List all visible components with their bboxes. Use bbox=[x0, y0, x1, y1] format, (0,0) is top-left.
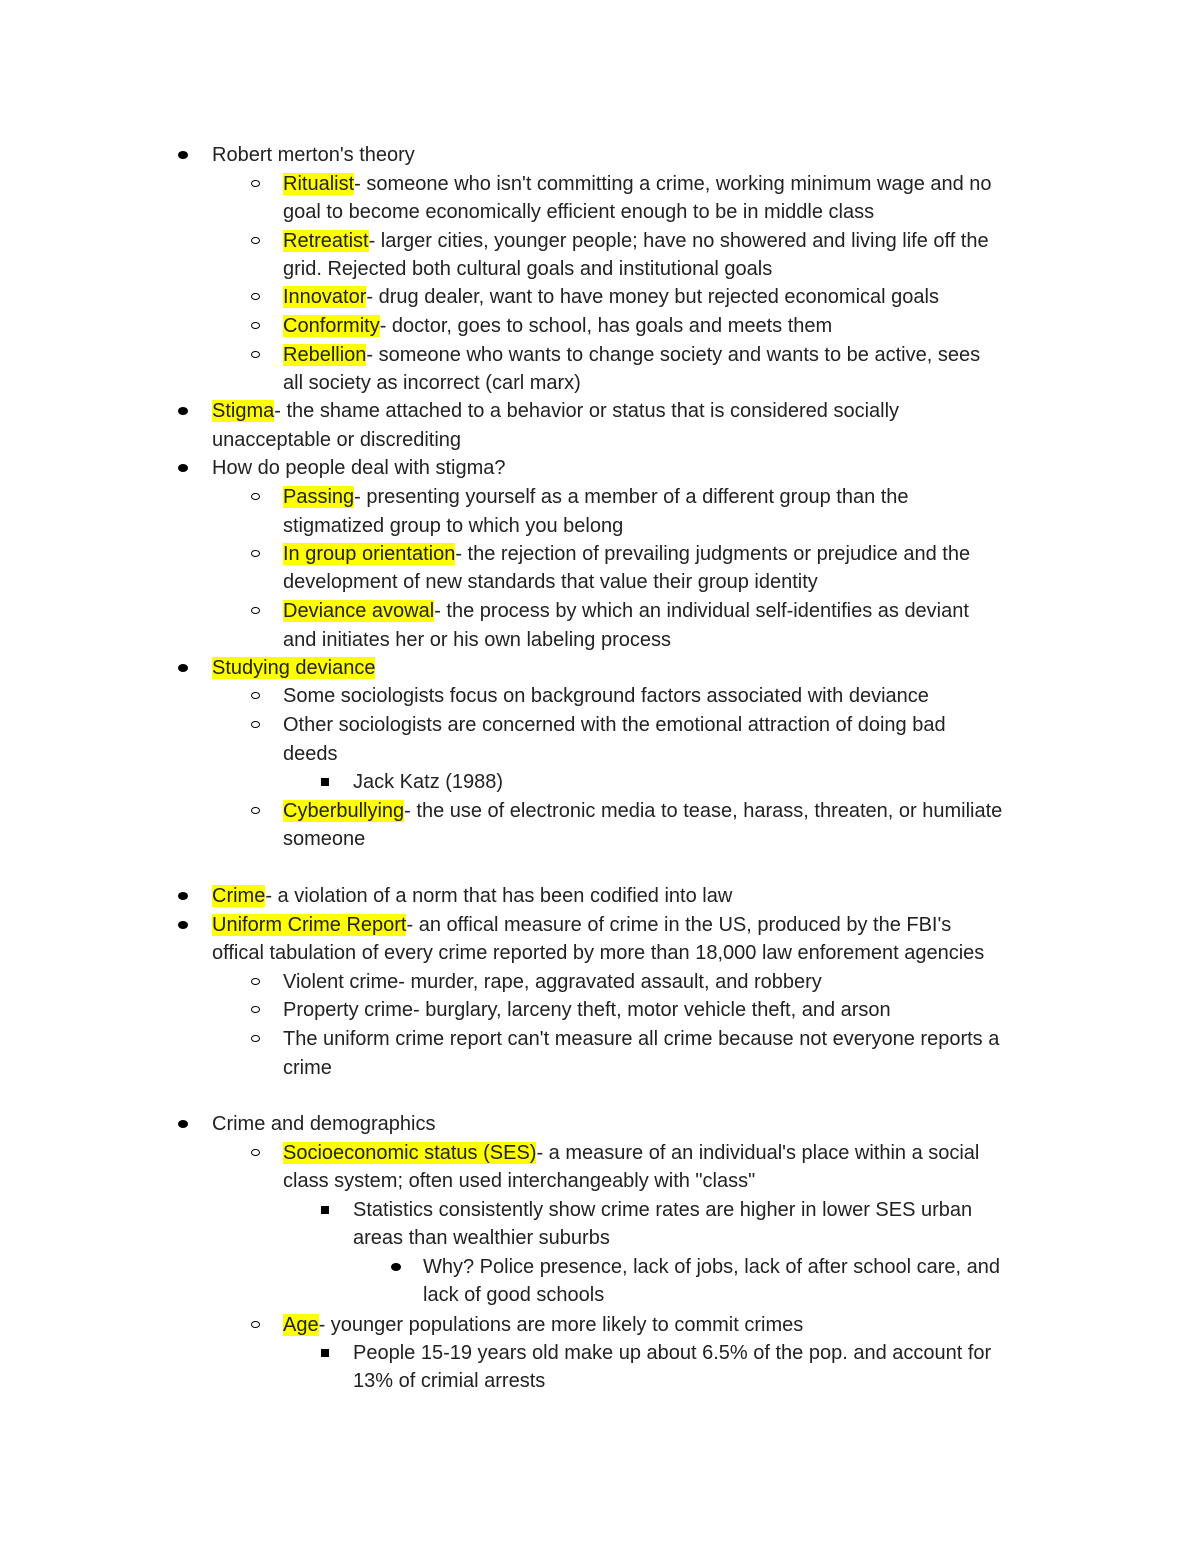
note-line bbox=[423, 1281, 604, 1309]
line-text: class system; often used interchangeably with "class" bbox=[283, 1170, 756, 1192]
line-text: - an offical measure of crime in the US, produced by the FBI's bbox=[406, 914, 952, 936]
line-text: 13% of crimial arrests bbox=[353, 1370, 546, 1392]
note-line bbox=[212, 1110, 435, 1138]
line-text: unacceptable or discrediting bbox=[212, 429, 462, 451]
line-text: areas than wealthier suburbs bbox=[353, 1227, 610, 1249]
line-text: The uniform crime report can't measure all crime because not everyone reports a bbox=[283, 1028, 1000, 1050]
line-text: goal to become economically efficient enough to be in middle class bbox=[283, 201, 875, 223]
note-line bbox=[283, 198, 874, 226]
line-text: - larger cities, younger people; have no showered and living life off the bbox=[368, 230, 989, 252]
note-line bbox=[212, 911, 951, 939]
highlighted-term: Rebellion bbox=[283, 344, 367, 366]
line-text: Crime and demographics bbox=[212, 1113, 436, 1135]
note-line bbox=[283, 1139, 979, 1167]
highlighted-term: Uniform Crime Report bbox=[212, 914, 407, 936]
line-text: and initiates her or his own labeling process bbox=[283, 629, 671, 651]
note-line bbox=[353, 1339, 991, 1367]
line-text: Other sociologists are concerned with the emotional attraction of doing bad bbox=[283, 714, 946, 736]
highlighted-term: Deviance avowal bbox=[283, 600, 435, 622]
note-line bbox=[283, 797, 1002, 825]
highlighted-term: Passing bbox=[283, 486, 355, 508]
note-line bbox=[283, 227, 989, 255]
line-text: Violent crime- murder, rape, aggravated assault, and robbery bbox=[283, 971, 822, 993]
note-line bbox=[283, 483, 909, 511]
line-text: Why? Police presence, lack of jobs, lack of after school care, and bbox=[423, 1256, 1000, 1278]
line-text: People 15-19 years old make up about 6.5% of the pop. and account for bbox=[353, 1342, 992, 1364]
note-line bbox=[353, 768, 503, 796]
note-line bbox=[283, 996, 891, 1024]
line-text: - drug dealer, want to have money but rejected economical goals bbox=[366, 286, 939, 308]
note-line bbox=[212, 654, 375, 682]
line-text: Statistics consistently show crime rates are higher in lower SES urban bbox=[353, 1199, 973, 1221]
line-text: someone bbox=[283, 828, 366, 850]
highlighted-term: Age bbox=[283, 1314, 319, 1336]
note-line bbox=[283, 341, 980, 369]
highlighted-term: In group orientation bbox=[283, 543, 456, 565]
highlighted-term: Innovator bbox=[283, 286, 367, 308]
note-line bbox=[283, 626, 671, 654]
line-text: - someone who isn't committing a crime, working minimum wage and no bbox=[354, 173, 992, 195]
highlighted-term: Ritualist bbox=[283, 173, 355, 195]
note-line bbox=[283, 1311, 803, 1339]
note-line bbox=[212, 426, 461, 454]
note-line bbox=[283, 568, 818, 596]
highlighted-term: Cyberbullying bbox=[283, 800, 405, 822]
line-text: Jack Katz (1988) bbox=[353, 771, 504, 793]
highlighted-term: Stigma bbox=[212, 400, 275, 422]
note-line bbox=[283, 711, 946, 739]
note-line bbox=[212, 397, 899, 425]
line-text: - the shame attached to a behavior or status that is considered socially bbox=[274, 400, 900, 422]
note-line bbox=[283, 825, 365, 853]
line-text: Property crime- burglary, larceny theft, motor vehicle theft, and arson bbox=[283, 999, 891, 1021]
line-text: - someone who wants to change society and wants to be active, sees bbox=[366, 344, 981, 366]
line-text: crime bbox=[283, 1057, 332, 1079]
note-line bbox=[283, 170, 992, 198]
highlighted-term: Retreatist bbox=[283, 230, 369, 252]
note-line bbox=[353, 1224, 610, 1252]
line-text: How do people deal with stigma? bbox=[212, 457, 506, 479]
line-text: all society as incorrect (carl marx) bbox=[283, 372, 581, 394]
note-line bbox=[283, 283, 939, 311]
note-line bbox=[283, 1025, 999, 1053]
highlighted-term: Studying deviance bbox=[212, 657, 376, 679]
note-line bbox=[212, 141, 415, 169]
line-text: - a violation of a norm that has been codified into law bbox=[265, 885, 733, 907]
note-line bbox=[283, 369, 581, 397]
line-text: - the use of electronic media to tease, harass, threaten, or humiliate bbox=[404, 800, 1003, 822]
note-line bbox=[212, 939, 984, 967]
note-line bbox=[212, 882, 732, 910]
line-text: development of new standards that value their group identity bbox=[283, 571, 818, 593]
note-line bbox=[283, 540, 970, 568]
note-line bbox=[353, 1196, 972, 1224]
line-text: - doctor, goes to school, has goals and meets them bbox=[379, 315, 833, 337]
line-text: Robert merton's theory bbox=[212, 144, 415, 166]
note-line bbox=[283, 1167, 755, 1195]
note-line bbox=[212, 454, 506, 482]
line-text: lack of good schools bbox=[423, 1284, 605, 1306]
line-text: Some sociologists focus on background factors associated with deviance bbox=[283, 685, 929, 707]
note-line bbox=[283, 740, 338, 768]
line-text: - presenting yourself as a member of a different group than the bbox=[354, 486, 909, 508]
note-line bbox=[283, 512, 623, 540]
note-line bbox=[423, 1253, 1000, 1281]
note-line bbox=[283, 255, 772, 283]
note-line bbox=[353, 1367, 545, 1395]
note-line bbox=[283, 1054, 332, 1082]
note-line bbox=[283, 968, 822, 996]
note-line bbox=[283, 597, 969, 625]
note-line bbox=[283, 312, 832, 340]
highlighted-term: Crime bbox=[212, 885, 266, 907]
line-text: - the process by which an individual self-identifies as deviant bbox=[434, 600, 969, 622]
line-text: stigmatized group to which you belong bbox=[283, 515, 624, 537]
line-text: deeds bbox=[283, 743, 338, 765]
highlighted-term: Socioeconomic status (SES) bbox=[283, 1142, 537, 1164]
line-text: grid. Rejected both cultural goals and institutional goals bbox=[283, 258, 773, 280]
highlighted-term: Conformity bbox=[283, 315, 380, 337]
line-text: - the rejection of prevailing judgments or prejudice and the bbox=[455, 543, 971, 565]
line-text: - younger populations are more likely to commit crimes bbox=[318, 1314, 804, 1336]
line-text: - a measure of an individual's place within a social bbox=[536, 1142, 980, 1164]
note-line bbox=[283, 682, 929, 710]
line-text: offical tabulation of every crime reported by more than 18,000 law enforement agencies bbox=[212, 942, 985, 964]
